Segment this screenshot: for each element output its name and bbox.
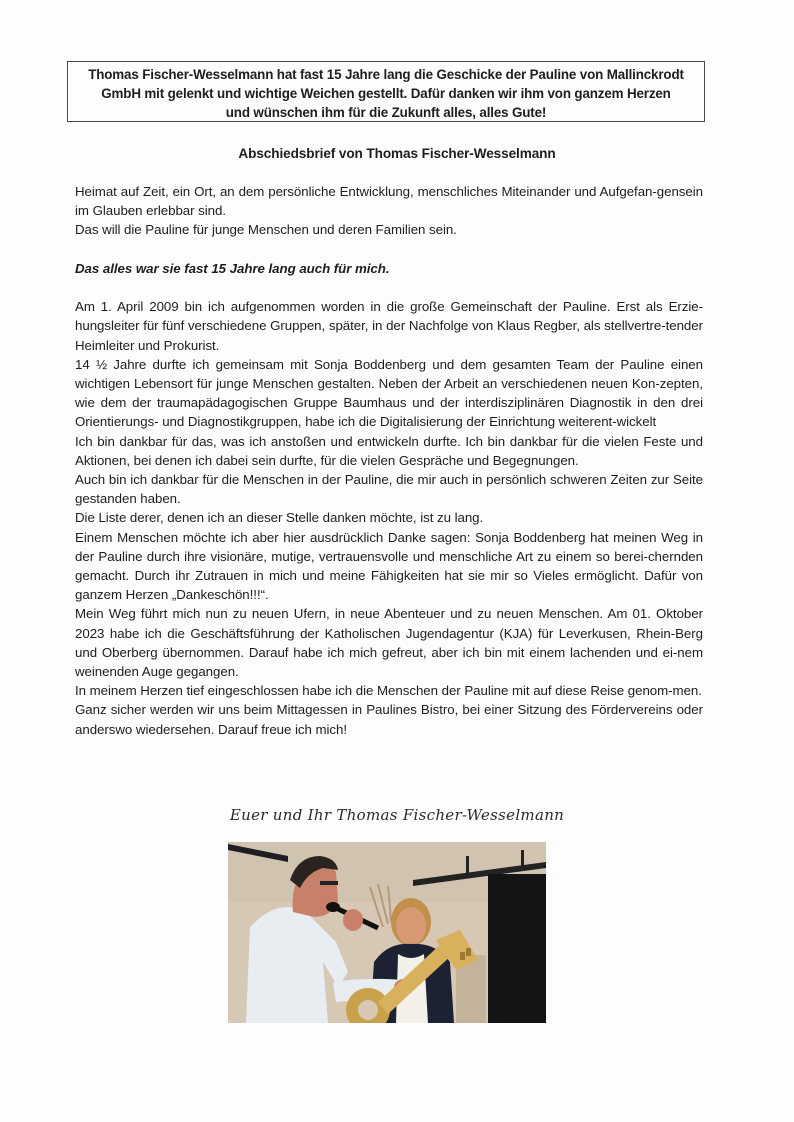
body-paragraph: Am 1. April 2009 bin ich aufgenommen worden in die große Gemeinschaft der Pauline. Erst als Erzie-hungsleiter für fünf verschiedene Gruppen, später, in der Nachfolge von Klaus Regber, als stellvertre-tender Heimleiter und Prokurist. (75, 299, 703, 353)
notice-line: und wünschen ihm für die Zukunft alles, alles Gute! (225, 105, 547, 120)
body-paragraph: Mein Weg führt mich nun zu neuen Ufern, in neue Abenteuer und zu neuen Menschen. Am 01. Oktober 2023 habe ich die Geschäftsführung der Katholischen Jugendagentur (KJA) für Leverkusen, Rhein-Berg und Oberberg übernommen. Darauf habe ich mich gefreut, aber ich bin mit einem lachenden und ei-nem weinenden Auge gegangen. (75, 606, 703, 680)
notice-box (67, 61, 705, 122)
body-paragraph: Auch bin ich dankbar für die Menschen in der Pauline, die mir auch in persönlich schweren Zeiten zur Seite gestanden haben. (75, 472, 703, 507)
body-paragraph: Ganz sicher werden wir uns beim Mittagessen in Paulines Bistro, bei einer Sitzung des Fördervereins oder anderswo wiedersehen. Darauf freue ich mich! (75, 702, 703, 737)
body-paragraph: Ich bin dankbar für das, was ich anstoßen und entwickeln durfte. Ich bin dankbar für die vielen Feste und Aktionen, bei denen ich dabei sein durfte, für die vielen Gespräche und Begegnungen. (75, 433, 703, 468)
photo-illustration (228, 842, 546, 1023)
letter-body (75, 182, 703, 739)
notice-line: GmbH mit gelenkt und wichtige Weichen gestellt. Dafür danken wir ihm von ganzem Herzen (101, 86, 671, 101)
signature: Euer und Ihr Thomas Fischer-Wesselmann (229, 806, 565, 824)
rail-rod (521, 850, 524, 870)
body-paragraph: 14 ½ Jahre durfte ich gemeinsam mit Sonja Boddenberg und dem gesamten Team der Pauline einen wichtigen Lebensort für junge Menschen gestalten. Neben der Arbeit an verschiedenen neuen Kon-zepten, wie dem der traumapädagogischen Gruppe Baumhaus und der interdisziplinären Diagnostik in den drei Orientierungs- und Diagnostikgruppen, habe ich die Digitalisierung der Einrichtung weiterent-wickelt (75, 356, 703, 430)
rail-rod (466, 856, 469, 878)
intro-paragraph: Das will die Pauline für junge Menschen und deren Familien sein. (75, 222, 457, 238)
man-glasses (320, 881, 338, 885)
woman-face (396, 907, 426, 945)
letter-title: Abschiedsbrief von Thomas Fischer-Wesselmann (238, 146, 556, 161)
body-paragraph: In meinem Herzen tief eingeschlossen habe ich die Menschen der Pauline mit auf diese Reise genom-men. (75, 683, 702, 699)
body-paragraph: Einem Menschen möchte ich aber hier ausdrücklich Danke sagen: Sonja Boddenberg hat meinen Weg in der Pauline durch ihre visionäre, mutige, vertrauensvolle und menschliche Art zu einem so berei-chernden gemacht. Durch ihr Zutrauen in mich und meine Fähigkeiten hat sie mir so Vieles ermöglicht. Dafür von ganzem Herzen „Dankeschön!!!“. (75, 529, 703, 603)
intro-paragraph: Heimat auf Zeit, ein Ort, an dem persönliche Entwicklung, menschliches Miteinander und Aufgefan-gensein im Glauben erlebbar sind. (75, 184, 703, 219)
curtain (488, 874, 546, 1023)
man-hand (343, 909, 363, 931)
notice-line: Thomas Fischer-Wesselmann hat fast 15 Jahre lang die Geschicke der Pauline von Mallinckrodt (88, 67, 684, 82)
emphasis-line: Das alles war sie fast 15 Jahre lang auch für mich. (75, 260, 390, 276)
body-paragraph: Die Liste derer, denen ich an dieser Stelle danken möchte, ist zu lang. (75, 510, 484, 526)
farewell-photo (228, 842, 546, 1023)
